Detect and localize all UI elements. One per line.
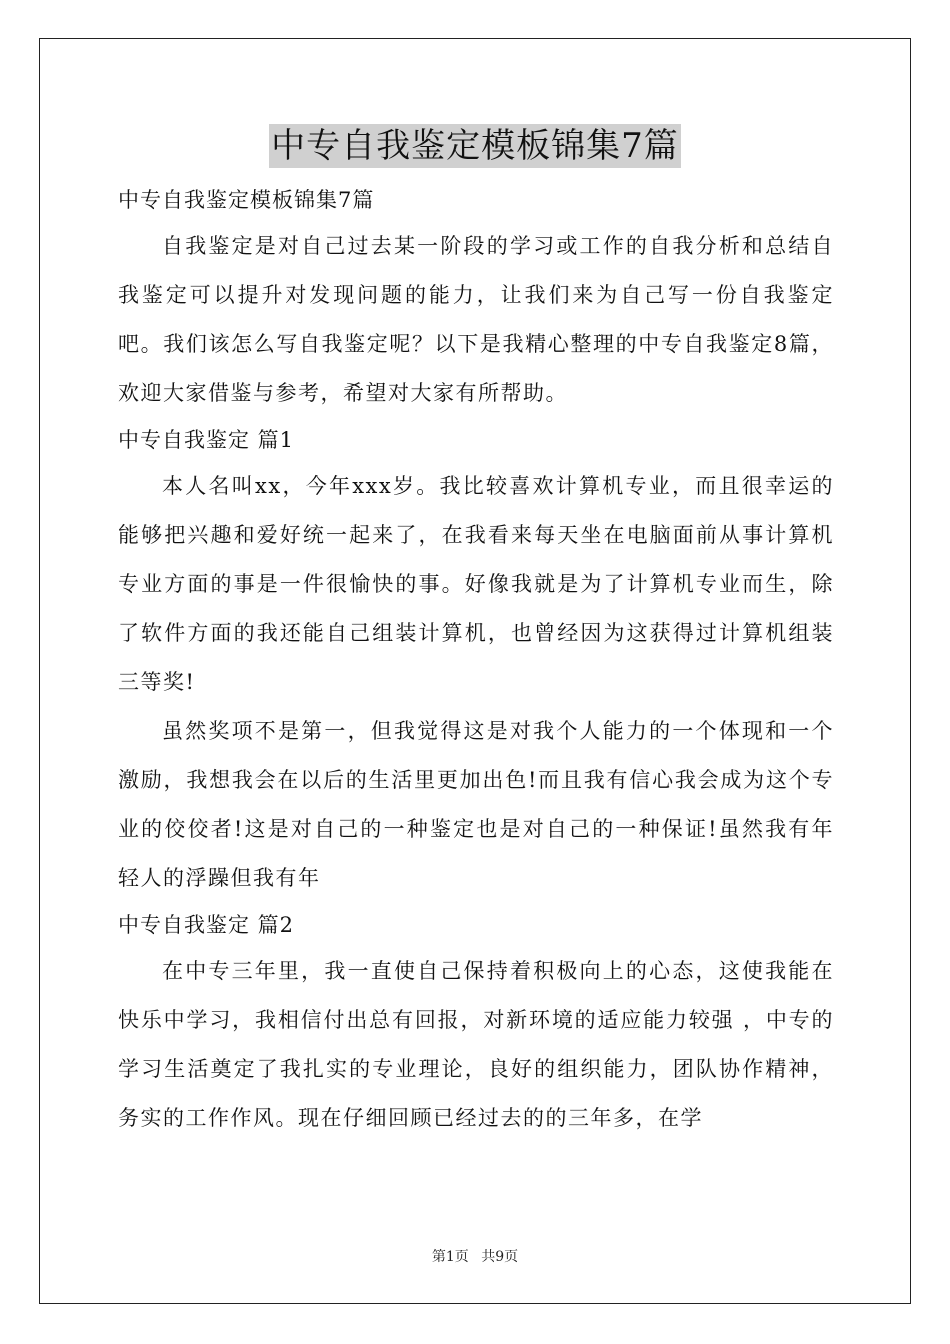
page-footer bbox=[0, 1247, 950, 1267]
section-1-paragraph-1: 本人名叫xx，今年xxx岁。我比较喜欢计算机专业，而且很幸运的能够把兴趣和爱好统一起来了，在我看来每天坐在电脑面前从事计算机专业方面的事是一件很愉快的事。好像我就是为了计算机专业而生，除了软件方面的我还能自己组装计算机，也曾经因为这获得过计算机组装三等奖! bbox=[118, 474, 834, 694]
page-number: 第1页 bbox=[431, 1249, 469, 1265]
page-total: 共9页 bbox=[481, 1249, 519, 1265]
section-heading-2: 中专自我鉴定 篇2 bbox=[118, 913, 295, 937]
title-container bbox=[0, 124, 950, 168]
document-body bbox=[118, 178, 834, 1143]
intro-paragraph: 自我鉴定是对自己过去某一阶段的学习或工作的自我分析和总结自我鉴定可以提升对发现问题的能力，让我们来为自己写一份自我鉴定吧。我们该怎么写自我鉴定呢？以下是我精心整理的中专自我鉴定8篇，欢迎大家借鉴与参考，希望对大家有所帮助。 bbox=[118, 234, 834, 405]
section-2-paragraph-1: 在中专三年里，我一直使自己保持着积极向上的心态，这使我能在快乐中学习，我相信付出总有回报，对新环境的适应能力较强 ，中专的学习生活奠定了我扎实的专业理论，良好的组织能力，团队协作精神，务实的工作作风。现在仔细回顾已经过去的的三年多，在学 bbox=[118, 959, 834, 1130]
subtitle-line: 中专自我鉴定模板锦集7篇 bbox=[118, 188, 375, 212]
section-heading-1: 中专自我鉴定 篇1 bbox=[118, 428, 295, 452]
document-title: 中专自我鉴定模板锦集7篇 bbox=[271, 126, 679, 166]
section-1-paragraph-2: 虽然奖项不是第一，但我觉得这是对我个人能力的一个体现和一个激励，我想我会在以后的生活里更加出色!而且我有信心我会成为这个专业的佼佼者!这是对自己的一种鉴定也是对自己的一种保证!虽然我有年轻人的浮躁但我有年 bbox=[118, 719, 834, 890]
